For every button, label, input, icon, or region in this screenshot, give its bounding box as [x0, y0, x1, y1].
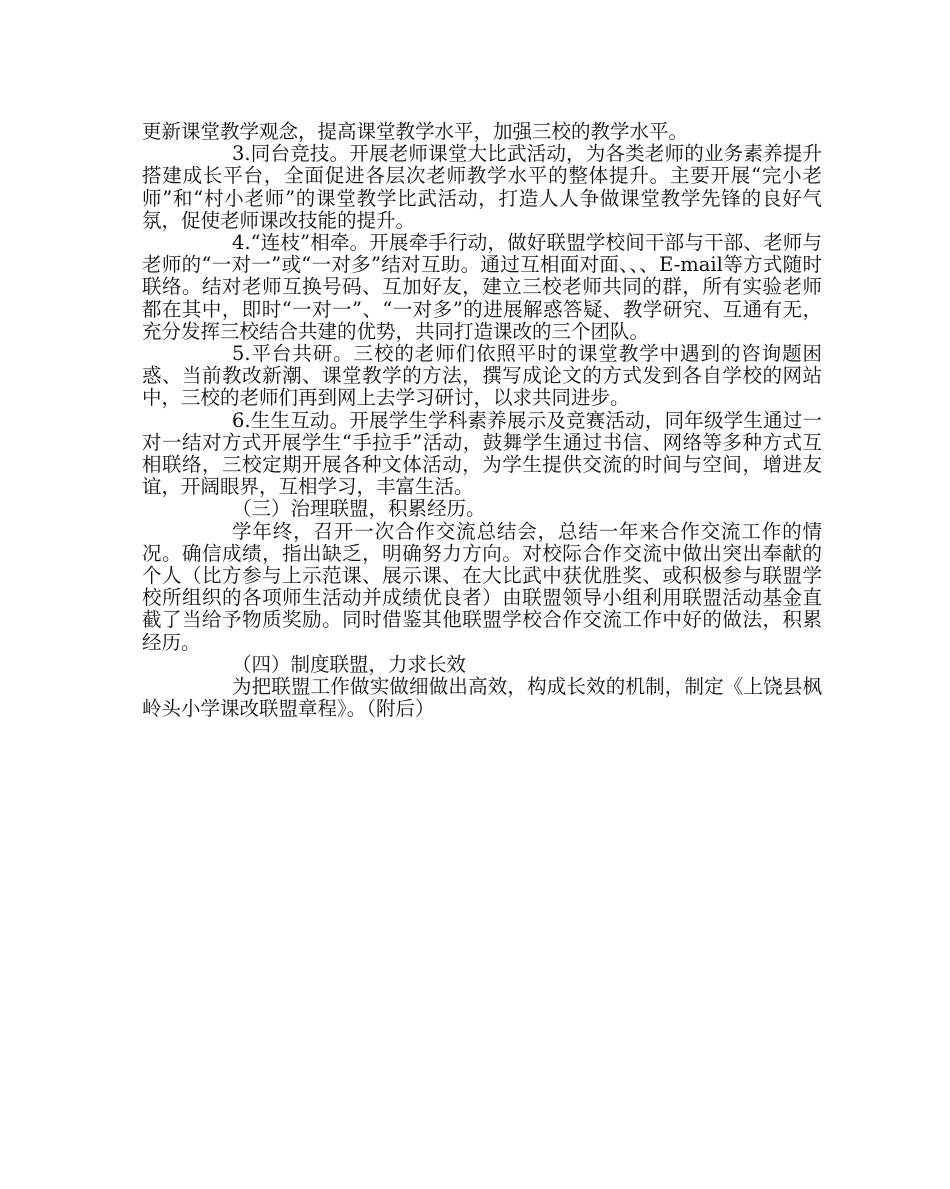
section-heading-3: （三）治理联盟，积累经历。 — [232, 497, 486, 521]
document-page — [142, 121, 822, 720]
paragraph-intro: 更新课堂教学观念，提高课堂教学水平，加强三校的教学水平。 — [142, 120, 689, 143]
paragraph-item-5: 5.平台共研。三校的老师们依照平时的课堂教学中遇到的咨询题困惑、当前教改新潮、课堂教学的方法，撰写成论文的方式发到各自学校的网站中，三校的老师们再到网上去学习研讨，以求共同进步。 — [142, 342, 822, 410]
paragraph-item-4: 4.“连枝”相牵。开展牵手行动，做好联盟学校间干部与干部、老师与老师的“一对一”或“一对多”结对互助。通过互相面对面、、、E-mail等方式随时联络。结对老师互换号码、互加好友，建立三校老师共同的群，所有实验老师都在其中，即时“一对一”、“一对多”的进展解惑答疑、教学研究、互通有无，充分发挥三校结合共建的优势，共同打造课改的三个团队。 — [142, 231, 822, 343]
paragraph-section-3-body: 学年终，召开一次合作交流总结会，总结一年来合作交流工作的情况。确信成绩，指出缺乏，明确努力方向。对校际合作交流中做出突出奉献的个人（比方参与上示范课、展示课、在大比武中获优胜奖、或积极参与联盟学校所组织的各项师生活动并成绩优良者）由联盟领导小组利用联盟活动基金直截了当给予物质奖励。同时借鉴其他联盟学校合作交流工作中好的做法，积累经历。 — [142, 519, 822, 654]
section-heading-4: （四）制度联盟，力求长效 — [232, 652, 467, 676]
paragraph-item-6: 6.生生互动。开展学生学科素养展示及竞赛活动，同年级学生通过一对一结对方式开展学生“手拉手”活动，鼓舞学生通过书信、网络等多种方式互相联络，三校定期开展各种文体活动，为学生提供交流的时间与空间，增进友谊，开阔眼界，互相学习，丰富生活。 — [142, 408, 822, 499]
paragraph-item-3: 3.同台竞技。开展老师课堂大比武活动，为各类老师的业务素养提升搭建成长平台，全面促进各层次老师教学水平的整体提升。主要开展“完小老师”和“村小老师”的课堂教学比武活动，打造人人争做课堂教学先锋的良好气氛，促使老师课改技能的提升。 — [142, 142, 822, 232]
paragraph-section-4-body: 为把联盟工作做实做细做出高效，构成长效的机制，制定《上饶县枫岭头小学课改联盟章程》。（附后） — [142, 675, 822, 721]
